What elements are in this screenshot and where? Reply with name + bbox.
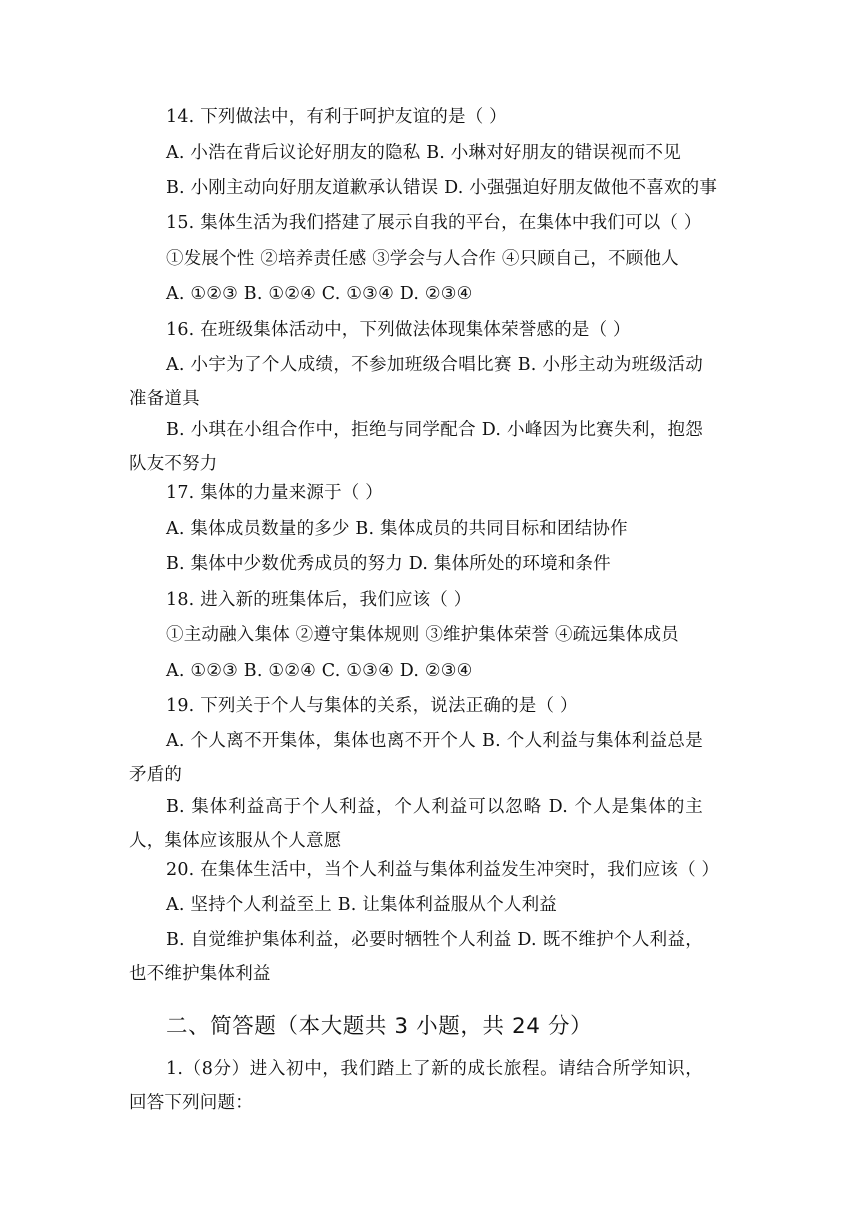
question-15-stem: 15. 集体生活为我们搭建了展示自我的平台，在集体中我们可以（ ） [166,213,702,233]
question-14-option-line-1: A. 小浩在背后议论好朋友的隐私 B. 小琳对好朋友的错误视而不见 [166,143,681,163]
question-20-stem: 20. 在集体生活中，当个人利益与集体利益发生冲突时，我们应该（ ） [166,860,720,880]
question-19-stem: 19. 下列关于个人与集体的关系，说法正确的是（ ） [166,696,578,716]
question-15-options: A. ①②③ B. ①②④ C. ①③④ D. ②③④ [166,284,473,304]
section-2-heading: 二、简答题（本大题共 3 小题，共 24 分） [166,1014,593,1039]
section-2-question-1-block [129,1052,703,1120]
question-16-option-block-1 [129,348,703,416]
question-16-option-text-2: B. 小琪在小组合作中，拒绝与同学配合 D. 小峰因为比赛失利，抱怨队友不努力 [129,420,703,474]
question-19-option-block-2 [129,790,703,858]
section-2-question-1-text: 1.（8分）进入初中，我们踏上了新的成长旅程。请结合所学知识，回答下列问题： [129,1059,703,1113]
question-18-options: A. ①②③ B. ①②④ C. ①③④ D. ②③④ [166,661,473,681]
question-18-items: ①主动融入集体 ②遵守集体规则 ③维护集体荣誉 ④疏远集体成员 [166,625,679,645]
question-19-option-block-1 [129,724,703,792]
question-19-option-text-2: B. 集体利益高于个人利益，个人利益可以忽略 D. 个人是集体的主人，集体应该服从个人意愿 [129,797,703,851]
question-18-stem: 18. 进入新的班集体后，我们应该（ ） [166,590,472,610]
question-17-stem: 17. 集体的力量来源于（ ） [166,483,383,503]
question-14-stem: 14. 下列做法中，有利于呵护友谊的是（ ） [166,107,507,127]
question-16-stem: 16. 在班级集体活动中，下列做法体现集体荣誉感的是（ ） [166,320,631,340]
question-20-option-line-1: A. 坚持个人利益至上 B. 让集体利益服从个人利益 [166,895,558,915]
question-20-option-block-2 [129,923,703,991]
question-14-option-line-2: B. 小刚主动向好朋友道歉承认错误 D. 小强强迫好朋友做他不喜欢的事 [166,178,718,198]
question-16-option-block-2 [129,413,703,481]
question-17-option-line-1: A. 集体成员数量的多少 B. 集体成员的共同目标和团结协作 [166,519,628,539]
question-17-option-line-2: B. 集体中少数优秀成员的努力 D. 集体所处的环境和条件 [166,554,611,574]
question-15-items: ①发展个性 ②培养责任感 ③学会与人合作 ④只顾自己，不顾他人 [166,249,679,269]
question-19-option-text-1: A. 个人离不开集体，集体也离不开个人 B. 个人利益与集体利益总是矛盾的 [129,731,703,785]
question-16-option-text-1: A. 小宇为了个人成绩，不参加班级合唱比赛 B. 小彤主动为班级活动准备道具 [129,355,703,409]
question-20-option-text-2: B. 自觉维护集体利益，必要时牺牲个人利益 D. 既不维护个人利益，也不维护集体利益 [129,930,703,984]
